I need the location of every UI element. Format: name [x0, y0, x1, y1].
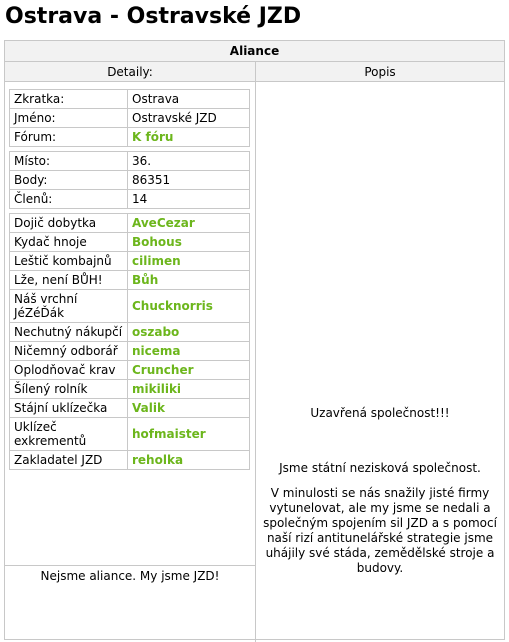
detail-row — [10, 450, 249, 469]
detail-label: Jméno: — [10, 109, 128, 127]
detail-value — [128, 128, 249, 146]
detail-row — [10, 417, 249, 450]
detail-row — [10, 251, 249, 270]
description-paragraph: V minulosti se nás snažily jisté firmy vytunelovat, ale my jsme se nedali a společným spojením sil JZD a s pomocí naší rizí antitunelářské strategie jsme uhájily své stáda, zemědělské stroje a budovy. — [263, 486, 497, 575]
detail-value: 14 — [132, 192, 148, 206]
detail-value — [128, 233, 249, 251]
detail-value — [128, 451, 249, 469]
detail-row — [10, 90, 249, 108]
alliance-motto: Nejsme aliance. My jsme JZD! — [5, 565, 255, 583]
detail-value — [128, 323, 249, 341]
detail-label: Leštič kombajnů — [10, 252, 128, 270]
detail-row — [10, 170, 249, 189]
detail-row — [10, 379, 249, 398]
detail-label: Ničemný odborář — [10, 342, 128, 360]
description-line: Jsme státní nezisková společnost. — [279, 461, 481, 475]
detail-label: Nechutný nákupčí — [10, 323, 128, 341]
member-link[interactable]: Chucknorris — [132, 299, 213, 313]
detail-label: Body: — [10, 171, 128, 189]
member-link[interactable]: reholka — [132, 453, 184, 467]
detail-row — [10, 322, 249, 341]
detail-value — [128, 252, 249, 270]
detail-value: 36. — [132, 154, 152, 168]
member-link[interactable]: nicema — [132, 344, 181, 358]
detail-row — [10, 108, 249, 127]
detail-label: Dojič dobytka — [10, 214, 128, 232]
detail-label: Zakladatel JZD — [10, 451, 128, 469]
panel-title: Aliance — [5, 41, 504, 62]
page-title: Ostrava - Ostravské JZD — [5, 4, 302, 29]
detail-value — [128, 380, 249, 398]
detail-row — [10, 189, 249, 208]
detail-row — [10, 341, 249, 360]
detail-value: Ostrava — [132, 92, 180, 106]
forum-link[interactable]: K fóru — [132, 130, 174, 144]
detail-label: Zkratka: — [10, 90, 128, 108]
roles-group — [9, 213, 250, 470]
member-link[interactable]: mikiliki — [132, 382, 182, 396]
details-column — [9, 89, 250, 474]
detail-label: Fórum: — [10, 128, 128, 146]
member-link[interactable]: AveCezar — [132, 216, 195, 230]
detail-label: Šílený rolník — [10, 380, 128, 398]
info-group — [9, 89, 250, 147]
detail-value — [128, 418, 249, 450]
detail-row — [10, 270, 249, 289]
detail-label: Stájní uklízečka — [10, 399, 128, 417]
detail-value — [128, 214, 249, 232]
detail-label: Místo: — [10, 152, 128, 170]
detail-value — [128, 271, 249, 289]
detail-label: Členů: — [10, 190, 128, 208]
detail-label: Lže, není BŮH! — [10, 271, 128, 289]
member-link[interactable]: hofmaister — [132, 427, 206, 441]
member-link[interactable]: Cruncher — [132, 363, 194, 377]
detail-value — [128, 361, 249, 379]
description-header: Popis — [256, 62, 504, 82]
description-line: Uzavřená společnost!!! — [310, 406, 450, 420]
member-link[interactable]: Valik — [132, 401, 165, 415]
details-header: Detaily: — [5, 62, 256, 82]
detail-row — [10, 232, 249, 251]
stats-group — [9, 151, 250, 209]
detail-value — [128, 399, 249, 417]
detail-label: Uklízeč exkrementů — [10, 418, 128, 450]
member-link[interactable]: Bohous — [132, 235, 182, 249]
member-link[interactable]: cilimen — [132, 254, 181, 268]
description-text — [257, 406, 503, 576]
detail-value — [128, 290, 249, 322]
detail-row — [10, 152, 249, 170]
detail-label: Náš vrchní JéZéĎák — [10, 290, 128, 322]
detail-row — [10, 360, 249, 379]
detail-label: Oplodňovač krav — [10, 361, 128, 379]
detail-row — [10, 398, 249, 417]
detail-row — [10, 127, 249, 146]
detail-value: Ostravské JZD — [132, 111, 217, 125]
member-link[interactable]: oszabo — [132, 325, 180, 339]
member-link[interactable]: Bůh — [132, 273, 159, 287]
alliance-panel — [4, 40, 505, 640]
detail-value — [128, 342, 249, 360]
detail-label: Kydač hnoje — [10, 233, 128, 251]
detail-value: 86351 — [132, 173, 171, 187]
detail-row — [10, 214, 249, 232]
column-divider — [255, 82, 256, 642]
detail-row — [10, 289, 249, 322]
